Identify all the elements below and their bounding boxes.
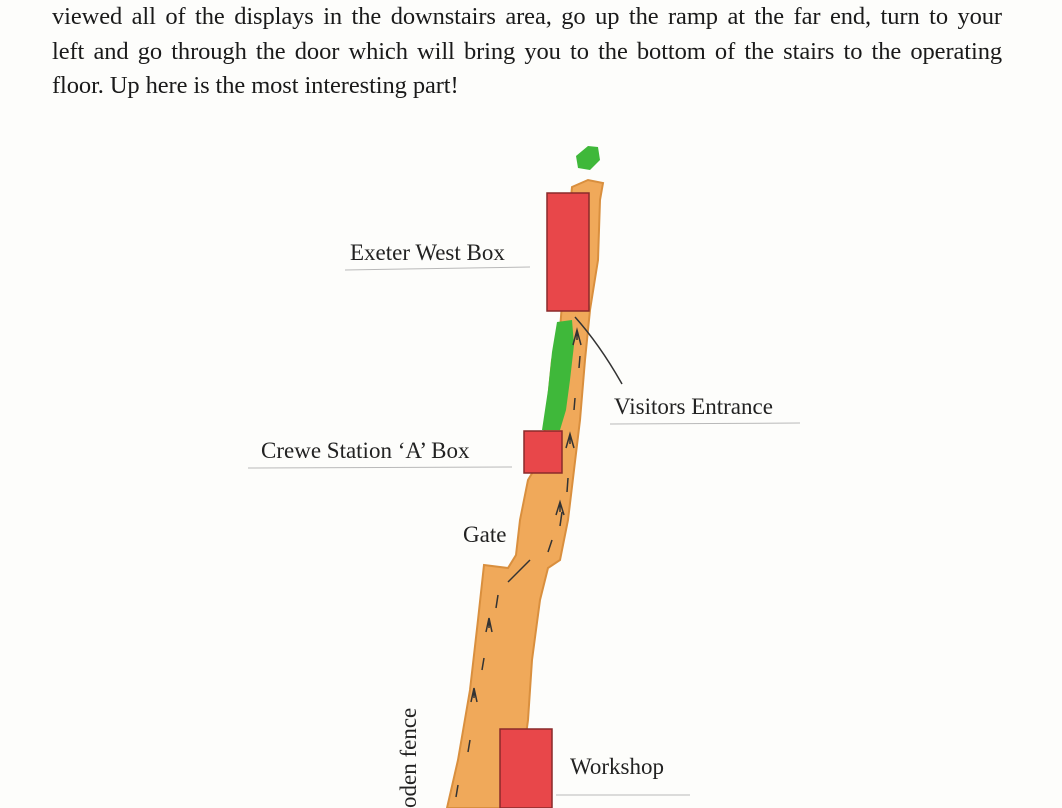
- intro-line-1: viewed all of the displays in the downstairs area, go up the ramp at the far end, turn to your: [52, 3, 1002, 30]
- workshop-label: Workshop: [570, 754, 664, 779]
- exeter-west-box-label: Exeter West Box: [350, 240, 505, 265]
- crewe-station-box-building: [524, 431, 562, 473]
- intro-line-3: floor. Up here is the most interesting part!: [52, 72, 459, 99]
- gate-label: Gate: [463, 522, 507, 547]
- workshop-building: [500, 729, 552, 808]
- exeter-west-box-building: [547, 193, 589, 311]
- crewe-station-box-label: Crewe Station ‘A’ Box: [261, 438, 470, 463]
- grass-tip: [576, 146, 600, 170]
- intro-line-2: left and go through the door which will bring you to the bottom of the stairs to the operating: [52, 37, 1002, 65]
- visitors-entrance-label: Visitors Entrance: [614, 394, 773, 419]
- wooden-fence-label: oden fence: [396, 707, 421, 808]
